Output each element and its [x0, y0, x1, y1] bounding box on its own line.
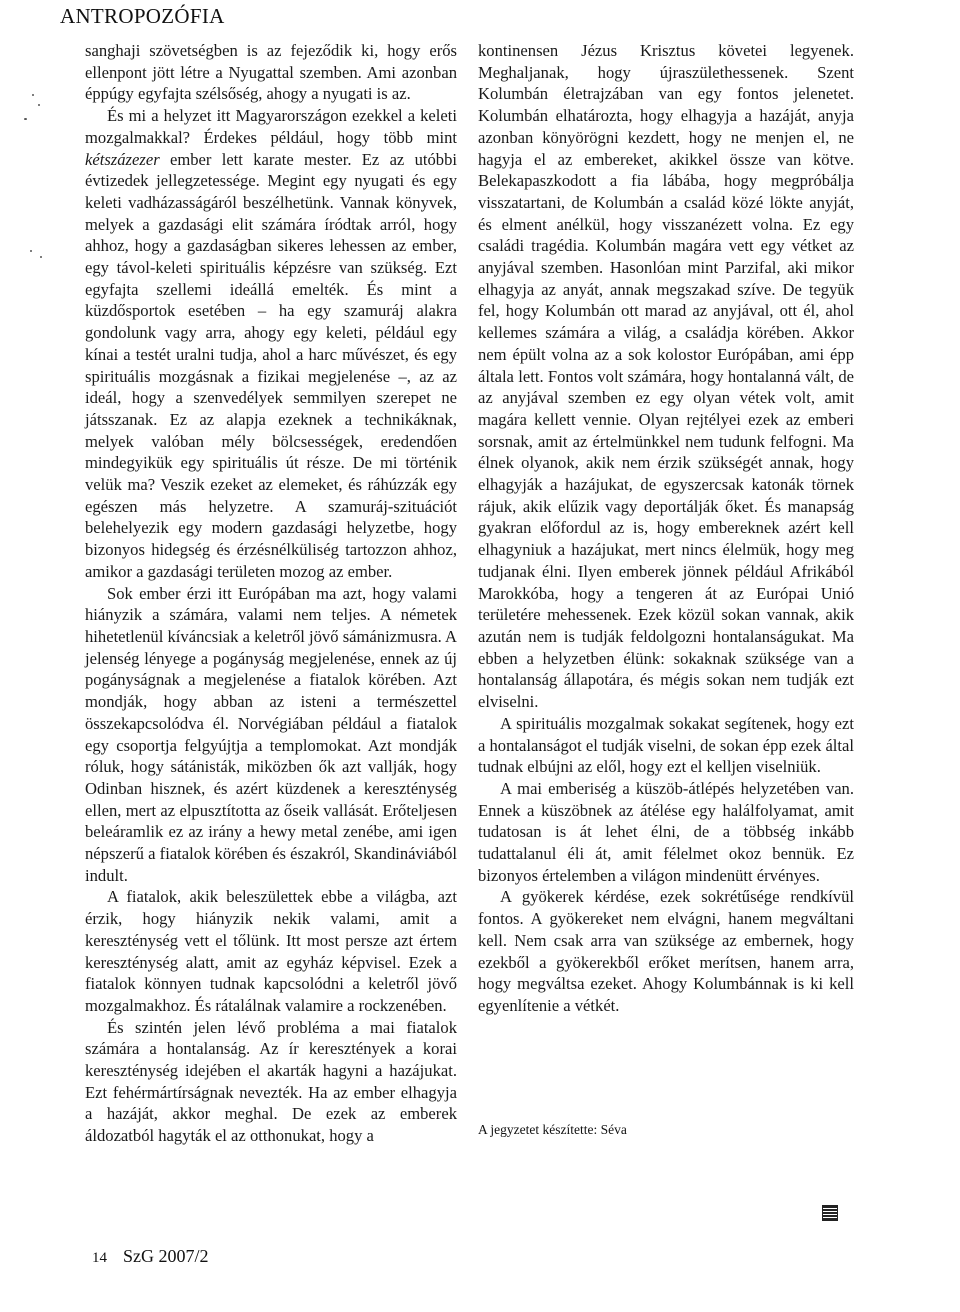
- right-paragraph-1: kontinensen Jézus Krisztus követei legyenek. Meghaljanak, hogy újraszülethessenek. Szent Kolumbán életrajzában van egy fontos jelenetet. Kolumbán elhatározta, hogy elhagyja a hazáját, anyja azonban könyörögni kezdett, hogy ne menjen el, ne hagyja el az embereket, akikkel össze van kötve. Belekapaszkodott a fia lábába, hogy megpróbálja visszatartani, de Kolumbán a család közé lökte anyját, és elment anélkül, hogy visszanézett volna. Ez egy családi tragédia. Kolumbán magára vett egy vétket az anyjával szemben. Hasonlóan mint Parzifal, aki mikor elhagyja az anyát, annak megszakad szíve. De tegyük fel, hogy Kolumbán ott marad az anyjával, ott él, ahol kellemes számára a világ, a családja körében. Akkor nem épült volna az a sok kolostor Európában, ami épp általa lett. Fontos volt számára, hogy hontalanná vált, de az anyjával szemben ez egy olyan vétek volt, amit magára kellett vennie. Olyan rejtélyei ezek az emberi sorsnak, amit az értelmünkkel nem tudunk felfogni. Ma élnek olyanok, akik nem érzik szükségét annak, hogy elhagyják a hazájukat, de egyszercsak katonák törnek rájuk, akik elűzik vagy deportálják őket. És manapság gyakran előfordul az is, hogy embereknek azért kell elhagyniuk a hazájukat, mert nincs élelmük, hogy meg tudjanak élni. Ilyen emberek jönnek például Afrikából Marokkóba, hogy a tengeren át az Európai Unió területére mehessenek. Ezek közül sokan vannak, akik azután nem is tudják feldolgozni hontalanságukat. Ma ebben a helyzetben élünk: sokaknak szüksége van a hontalanság állapotára, és mégis sokan nem tudják ezt elviselni.: [478, 41, 854, 712]
- italic-number: kétszázezer: [85, 149, 160, 169]
- section-header: ANTROPOZÓFIA: [60, 4, 225, 28]
- right-column: [478, 40, 854, 1017]
- scan-speck: [40, 256, 42, 258]
- left-paragraph-4: A fiatalok, akik beleszülettek ebbe a világba, azt érzik, hogy hiányzik nekik valami, amit a kereszténység vett el tőlünk. Itt most persze azt értem kereszténység alatt, amit az egyház képvisel. Ezek a fiatalok könnyen tudnak kapcsolódni a keletről jövő mozgalmakhoz. És rátalálnak valamire a rockzenében.: [85, 887, 457, 1015]
- left-paragraph-1: sanghaji szövetségben is az fejeződik ki, hogy erős ellenpont jött létre a Nyugattal szemben. Ami azonban éppúgy egyfajta szélsőség, ahogy a nyugati is az.: [85, 41, 457, 104]
- left-column: [85, 40, 457, 1147]
- left-paragraph-2-start: És mi a helyzet itt Magyarországon ezekkel a keleti mozgalmakkal? Érdekes például, hogy több mint: [85, 106, 457, 147]
- left-paragraph-5: És szintén jelen lévő probléma a mai fiatalok számára a hontalanság. Az ír keresztények a korai kereszténység idejében el akarták hagyni a hazájukat. Ezt fehérmártírságnak nevezték. Ha az ember elhagyja a hazáját, akkor meghal. De ezek az emberek áldozatból hagyták el az otthonukat, hogy a: [85, 1017, 457, 1146]
- page-number: 14: [92, 1250, 107, 1266]
- scan-speck: [38, 104, 40, 106]
- right-paragraph-4: A gyökerek kérdése, ezek sokrétűsége rendkívül fontos. A gyökereket nem elvágni, hanem megváltani kell. Nem csak arra van szüksége az embernek, hogy ezekből a gyökerekből erőket merítsen, hanem arra, hogy megváltsa ezeket. Ahogy Kolumbánnak is ki kell egyenlítenie a vétkét.: [478, 887, 854, 1015]
- left-paragraph-2-rest: ember lett karate mester. Ez az utóbbi évtizedek jellegzetessége. Megint egy nyugati és egy keleti vadházasságáról beszélhetünk. Vannak könyvek, melyek a gazdasági elit számára íródtak arról, hogy ahhoz, hogy a gazdaságban sikeres lehessen az ember, egy távol-keleti spirituális képzésre van szükség. Ezt egyfajta szellemi ideállá emelték. És mint a küzdősportok esetében – ha egy szamuráj alakra gondolunk vagy arra, ahogy egy keleti, például egy kínai a testét uralni tudja, ahol a harc művészet, és egy spirituális mozgásnak a fizikai megjelenése –, az az ideál, hogy a szenvedélyek semmilyen szerepet ne játsszanak. Ez az alapja ezeknek a technikáknak, melyek valóban mély bölcsességek, eredendően mindegyikük egy spirituális út része. De mi történik velük ma? Veszik ezeket az elemeket, és ráhúzzák egy egészen más helyzetre. A szamuráj-szituációt belehelyezik egy modern gazdasági helyzetbe, hogy bizonyos hidegség és érzésnélküliség tartozzon ahhoz, amikor a gazdasági területen mozog az ember.: [85, 149, 457, 581]
- left-paragraph-3: Sok ember érzi itt Európában ma azt, hogy valami hiányzik a számára, valami nem teljes. A németek hihetetlenül kíváncsiak a keletről jövő sámánizmusra. A jelenség lényege a pogányság megjelenése, ennek az új pogányságnak a megjelenése a fiatalok körében. Azt mondják, hogy abban az isteni a természettel összekapcsolódva él. Norvégiában például a fiatalok egy csoportja felgyújtja a templomokat. Azt mondják róluk, hogy sátánisták, miközben ők azt vallják, hogy Odinban hisznek, és azért küzdenek a kereszténység ellen, mert az elpusztította az őseik vallását. Erőteljesen beleáramlik ez az irány a hewy metal zenébe, ami igen népszerű a fiatalok körében és északról, Skandináviából indult.: [85, 583, 457, 885]
- scan-speck: [30, 250, 32, 252]
- right-paragraph-3: A mai emberiség a küszöb-átlépés helyzetében van. Ennek a küszöbnek az átélése egy halálfolyamat, amit tudatosan is át lehet élni, de a többség inkább tudattalanul éli át, amit félelmet okoz bennük. Ez bizonyos értelemben a világon mindenütt érvényes.: [478, 778, 854, 885]
- scan-speck: [32, 94, 34, 96]
- left-paragraph-2: [85, 105, 457, 582]
- page-footer: [92, 1246, 209, 1267]
- right-paragraph-2: A spirituális mozgalmak sokakat segítenek, hogy ezt a hontalanságot el tudják viselni, de sokan épp ezek által tudnak elbújni az elől, hogy ezt el kelljen viselniük.: [478, 713, 855, 777]
- journal-issue: SzG 2007/2: [123, 1246, 209, 1266]
- scan-speck: [24, 118, 27, 120]
- end-of-article-icon: [822, 1205, 838, 1221]
- author-credit: A jegyzetet készítette: Séva: [478, 1122, 627, 1137]
